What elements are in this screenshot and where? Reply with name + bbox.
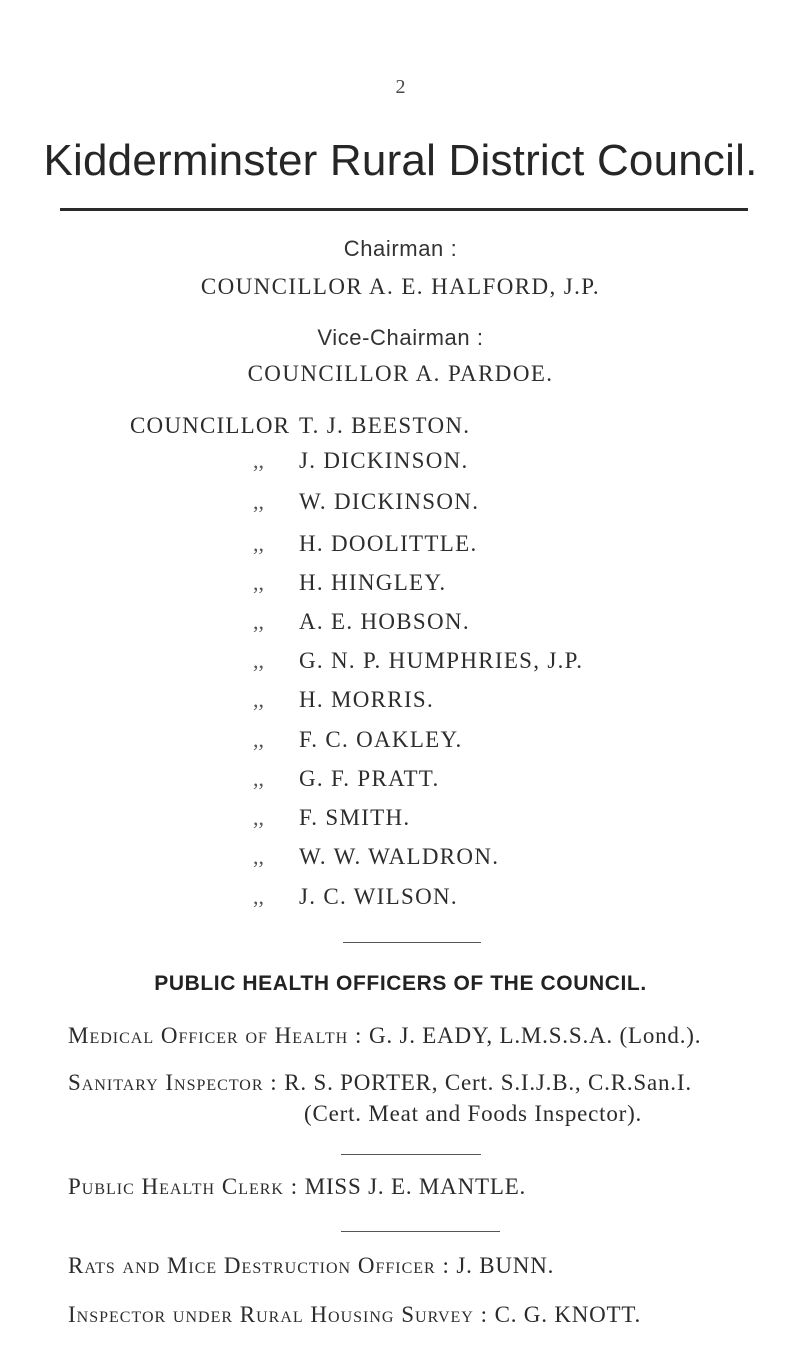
ditto-mark: ,, <box>253 844 264 869</box>
medical-officer-name: G. J. EADY, L.M.S.S.A. (Lond.). <box>368 1023 702 1048</box>
ditto-mark: ,, <box>253 687 264 712</box>
housing-inspector-name: C. G. KNOTT. <box>494 1302 642 1327</box>
councillor-name: F. SMITH. <box>299 805 411 830</box>
section-divider <box>341 1154 481 1155</box>
rats-officer-entry <box>68 1253 554 1279</box>
title-rule <box>60 208 748 211</box>
rats-officer-title: Rats and Mice Destruction Officer : <box>68 1253 450 1278</box>
medical-officer-title: Medical Officer of Health : <box>68 1023 363 1048</box>
councillor-name: J. C. WILSON. <box>299 884 458 909</box>
health-clerk-name: MISS J. E. MANTLE. <box>304 1174 527 1199</box>
councillor-name: G. N. P. HUMPHRIES, J.P. <box>299 648 584 673</box>
ditto-mark: ,, <box>253 805 264 830</box>
chairman-name: COUNCILLOR A. E. HALFORD, J.P. <box>200 274 601 299</box>
rats-officer-name: J. BUNN. <box>456 1253 555 1278</box>
councillor-name: W. DICKINSON. <box>299 489 480 514</box>
ditto-mark: ,, <box>253 609 264 634</box>
councillor-name: T. J. BEESTON. <box>299 413 471 438</box>
sanitary-inspector-name: R. S. PORTER, Cert. S.I.J.B., C.R.San.I. <box>284 1070 692 1095</box>
councillor-name: G. F. PRATT. <box>299 766 440 791</box>
ditto-mark: ,, <box>253 727 264 752</box>
ditto-mark: ,, <box>253 570 264 595</box>
housing-inspector-title: Inspector under Rural Housing Survey : <box>68 1302 488 1327</box>
vice-chairman-name: COUNCILLOR A. PARDOE. <box>247 361 554 386</box>
officers-heading: PUBLIC HEALTH OFFICERS OF THE COUNCIL. <box>154 972 647 995</box>
councillor-name: H. DOOLITTLE. <box>299 531 478 556</box>
sanitary-inspector-title: Sanitary Inspector : <box>68 1070 278 1095</box>
councillor-name: J. DICKINSON. <box>299 448 469 473</box>
councillor-name: A. E. HOBSON. <box>299 609 470 634</box>
ditto-mark: ,, <box>253 489 264 514</box>
page-title: Kidderminster Rural District Council. <box>43 136 758 185</box>
vice-chairman-label: Vice-Chairman : <box>317 325 484 350</box>
ditto-mark: ,, <box>253 884 264 909</box>
ditto-mark: ,, <box>253 648 264 673</box>
councillor-name: H. HINGLEY. <box>299 570 447 595</box>
councillor-name: H. MORRIS. <box>299 687 435 712</box>
ditto-mark: ,, <box>253 531 264 556</box>
ditto-mark: ,, <box>253 448 264 473</box>
sanitary-inspector-entry <box>68 1070 692 1096</box>
councillor-name: W. W. WALDRON. <box>299 844 500 869</box>
page-number: 2 <box>395 76 406 98</box>
ditto-mark: ,, <box>253 766 264 791</box>
councillor-name: F. C. OAKLEY. <box>299 727 463 752</box>
health-clerk-entry <box>68 1174 526 1200</box>
health-clerk-title: Public Health Clerk : <box>68 1174 299 1199</box>
medical-officer-entry <box>68 1023 701 1049</box>
section-divider <box>343 942 481 943</box>
housing-inspector-entry <box>68 1302 641 1328</box>
councillor-prefix: COUNCILLOR <box>130 413 291 438</box>
section-divider <box>341 1231 500 1232</box>
sanitary-inspector-note: (Cert. Meat and Foods Inspector). <box>304 1101 643 1126</box>
chairman-label: Chairman : <box>343 236 458 261</box>
